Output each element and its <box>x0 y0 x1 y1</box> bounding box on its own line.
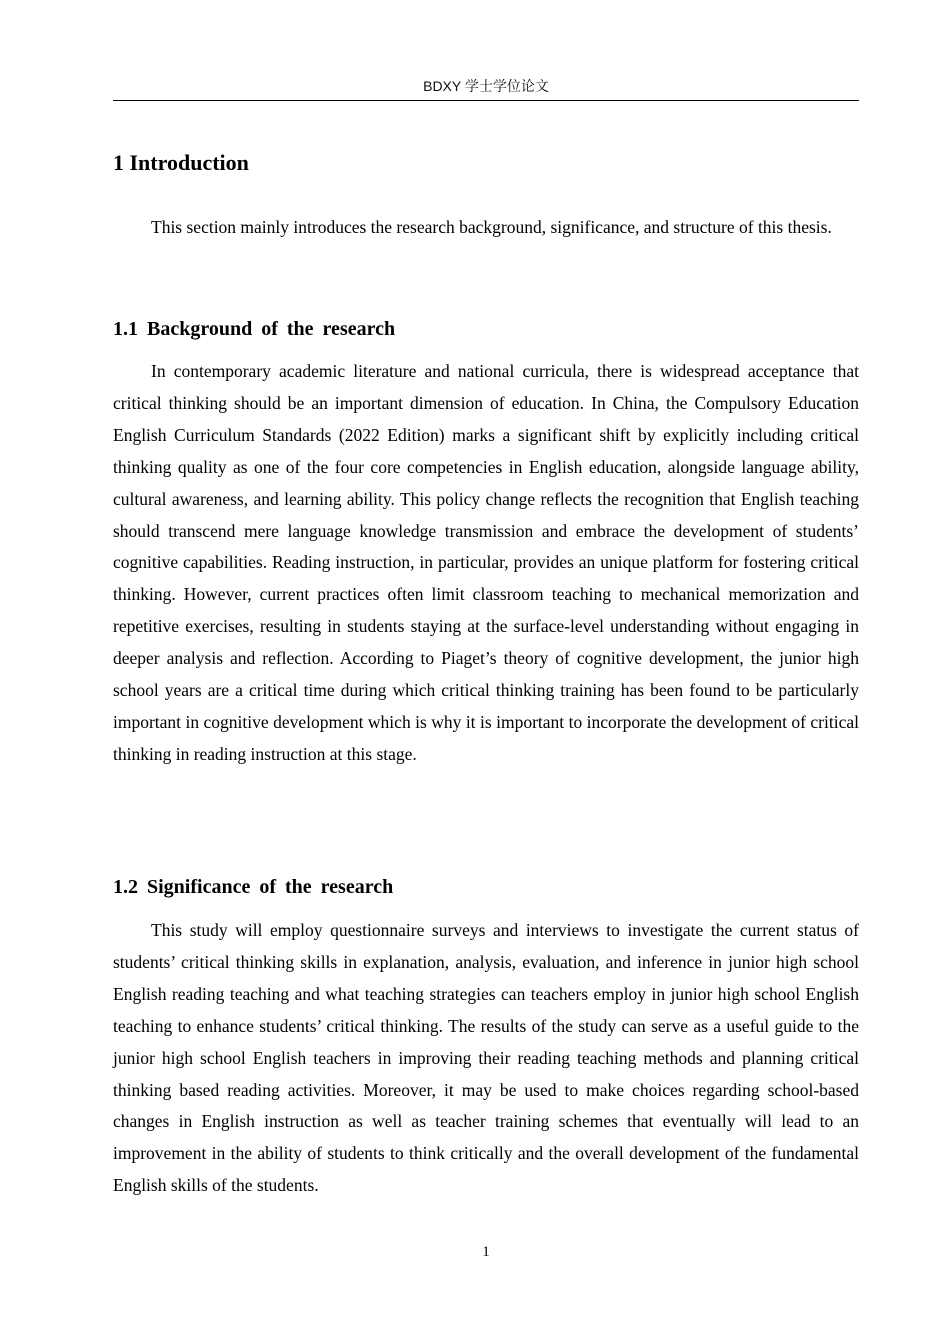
running-header: BDXY 学士学位论文 <box>423 78 549 94</box>
chapter-title: 1 Introduction <box>113 150 249 175</box>
section-paragraph-background: In contemporary academic literature and national curricula, there is widespread acceptance that critical thinking should be an important dimension of education. In China, the Compulsory Education English Curriculum Standards (2022 Edition) marks a significant shift by explicitly including critical thinking quality as one of the four core competencies in English education, alongside language ability, cultural awareness, and learning ability. This policy change reflects the recognition that English teaching should transcend mere language knowledge transmission and embrace the development of students’ cognitive capabilities. Reading instruction, in particular, provides an unique platform for fostering critical thinking. However, current practices often limit classroom teaching to mechanical memorization and repetitive exercises, resulting in students staying at the surface-level understanding without engaging in deeper analysis and reflection. According to Piaget’s theory of cognitive development, the junior high school years are a critical time during which critical thinking training has been found to be particularly important in cognitive development which is why it is important to incorporate the development of critical thinking in reading instruction at this stage. <box>113 361 859 764</box>
section-paragraph-significance: This study will employ questionnaire surveys and interviews to investigate the current status of students’ critical thinking skills in explanation, analysis, evaluation, and inference in junior high school English reading teaching and what teaching strategies can teachers employ in junior high school English teaching to enhance students’ critical thinking. The results of the study can serve as a useful guide to the junior high school English teachers in improving their reading teaching methods and planning critical thinking based reading activities. Moreover, it may be used to make choices regarding school-based changes in English instruction as well as teacher training schemes that eventually will lead to an improvement in the ability of students to think critically and the overall development of the fundamental English skills of the students. <box>113 920 859 1196</box>
section-title-background: 1.1 Background of the research <box>113 318 396 340</box>
header-rule <box>113 100 859 101</box>
page-number: 1 <box>482 1244 490 1260</box>
chapter-intro-paragraph: This section mainly introduces the research background, significance, and structure of this thesis. <box>151 217 832 237</box>
section-title-significance: 1.2 Significance of the research <box>113 876 394 898</box>
